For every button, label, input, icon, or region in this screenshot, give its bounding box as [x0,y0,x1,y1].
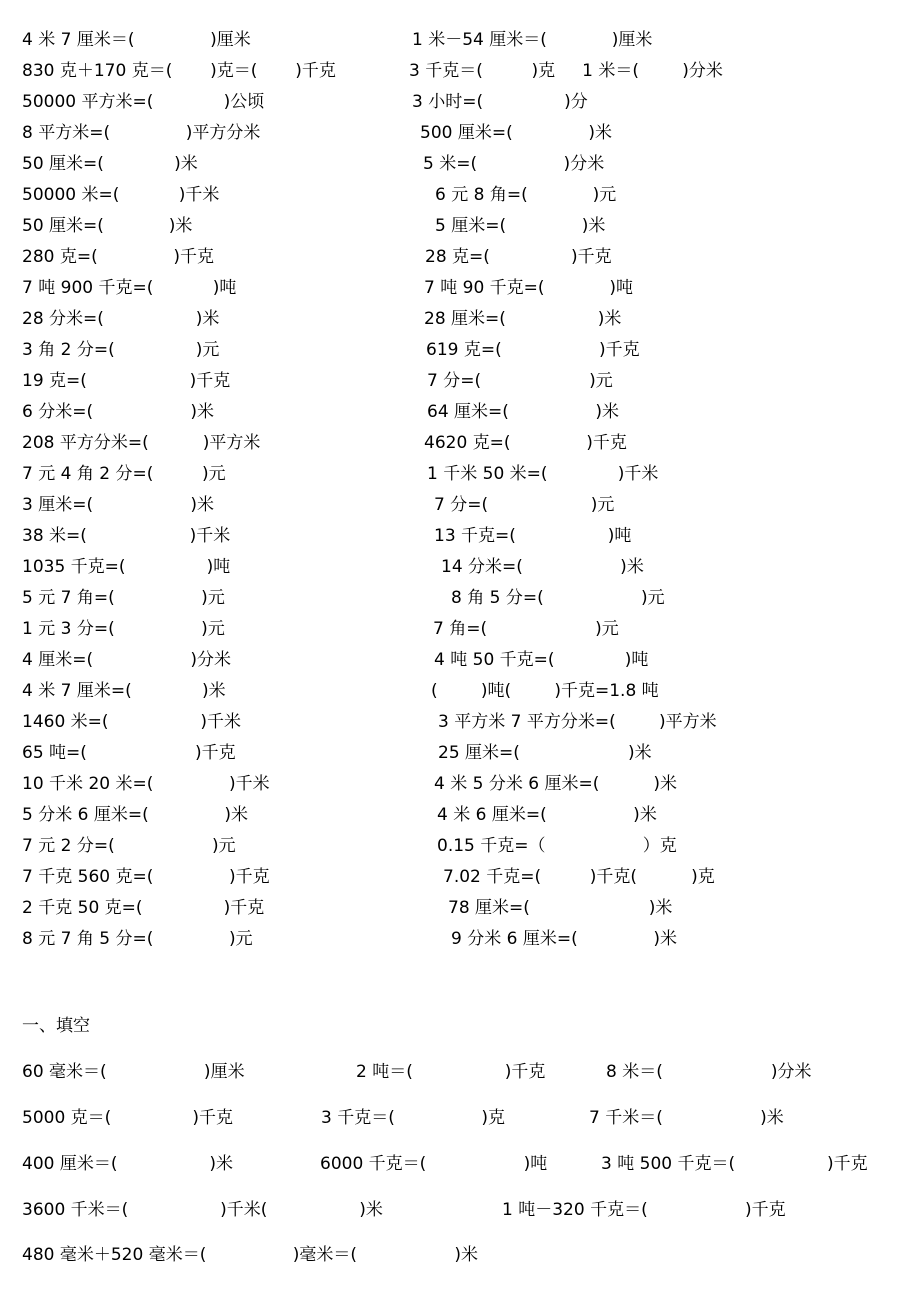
exercise-right: 3 小时=( )分 [412,92,588,112]
exercise-left: 208 平方分米=( )平方米 [22,433,261,453]
exercise-right: 1 米－54 厘米＝( )厘米 [412,30,653,50]
exercise-col-1: 480 毫米＋520 毫米＝( )毫米＝( )米 [22,1245,478,1265]
exercise-row [0,121,920,145]
exercise-left: 8 元 7 角 5 分=( )元 [22,929,253,949]
exercise-right: 7 分=( )元 [427,371,613,391]
exercise-row [0,152,920,176]
exercise-row [0,772,920,796]
exercise-row [0,90,920,114]
exercise-row [0,927,920,951]
exercise-left: 280 克=( )千克 [22,247,215,267]
exercise-row [0,648,920,672]
section-heading: 一、填空 [22,1016,90,1036]
exercise-row [0,896,920,920]
exercise-right: 64 厘米=( )米 [427,402,620,422]
exercise-left: 5 分米 6 厘米=( )米 [22,805,249,825]
exercise-right: 28 厘米=( )米 [424,309,622,329]
exercise-row [0,834,920,858]
exercise-col-1: 3600 千米＝( )千米( )米 [22,1200,383,1220]
exercise-row [0,369,920,393]
exercise-col-1: 5000 克＝( )千克 [22,1108,233,1128]
exercise-left: 50 厘米=( )米 [22,216,193,236]
exercise-left: 4 米 7 厘米=( )米 [22,681,226,701]
exercise-right: 4 米 5 分米 6 厘米=( )米 [434,774,678,794]
exercise-right: 14 分米=( )米 [441,557,644,577]
exercise-right: 7.02 千克=( )千克( )克 [443,867,715,887]
exercise-row [0,462,920,486]
exercise-right: 13 千克=( )吨 [434,526,632,546]
exercise-col-2: 3 千克＝( )克 [321,1108,505,1128]
exercise-left: 50000 米=( )千米 [22,185,220,205]
exercise-col-3: 3 吨 500 千克＝( )千克 [601,1154,868,1174]
exercise-left: 4 米 7 厘米＝( )厘米 [22,30,251,50]
exercise-right: 7 分=( )元 [434,495,615,515]
exercise-right: 78 厘米=( )米 [448,898,673,918]
exercise-row [0,1243,920,1267]
exercise-col-3: 7 千米＝( )米 [589,1108,784,1128]
exercise-col-1: 400 厘米＝( )米 [22,1154,233,1174]
exercise-left: 4 厘米=( )分米 [22,650,231,670]
exercise-row [0,59,920,83]
exercise-row [0,493,920,517]
exercise-left: 7 千克 560 克=( )千克 [22,867,270,887]
exercise-right: 25 厘米=( )米 [438,743,652,763]
exercise-left: 50000 平方米=( )公顷 [22,92,265,112]
exercise-col-2: 1 吨－320 千克＝( )千克 [502,1200,786,1220]
exercise-right: 5 厘米=( )米 [435,216,606,236]
exercise-right: 619 克=( )千克 [426,340,640,360]
exercise-right: 0.15 千克=（ ）克 [437,836,677,856]
exercise-right: 3 千克＝( )克 1 米＝( )分米 [409,61,723,81]
exercise-left: 1460 米=( )千米 [22,712,242,732]
exercise-right: 7 吨 90 千克=( )吨 [424,278,634,298]
exercise-right: 4 吨 50 千克=( )吨 [434,650,649,670]
exercise-right: 3 平方米 7 平方分米=( )平方米 [438,712,717,732]
exercise-row [0,865,920,889]
exercise-right: 4 米 6 厘米=( )米 [437,805,657,825]
exercise-col-2: 2 吨＝( )千克 [356,1062,546,1082]
exercise-row [0,803,920,827]
exercise-right: 9 分米 6 厘米=( )米 [451,929,678,949]
exercise-left: 3 角 2 分=( )元 [22,340,220,360]
exercise-left: 38 米=( )千米 [22,526,231,546]
exercise-col-3: 8 米＝( )分米 [606,1062,812,1082]
exercise-row [0,307,920,331]
exercise-left: 830 克＋170 克＝( )克＝( )千克 [22,61,336,81]
exercise-left: 5 元 7 角=( )元 [22,588,225,608]
exercise-col-1: 60 毫米＝( )厘米 [22,1062,245,1082]
exercise-row [0,586,920,610]
exercise-row [0,245,920,269]
exercise-right: ( )吨( )千克=1.8 吨 [431,681,659,701]
exercise-row [0,431,920,455]
exercise-row [0,555,920,579]
exercise-right: 6 元 8 角=( )元 [435,185,617,205]
exercise-left: 28 分米=( )米 [22,309,220,329]
exercise-right: 8 角 5 分=( )元 [451,588,665,608]
exercise-row [0,183,920,207]
exercise-col-2: 6000 千克＝( )吨 [320,1154,548,1174]
exercise-right: 4620 克=( )千克 [424,433,627,453]
exercise-left: 1 元 3 分=( )元 [22,619,225,639]
exercise-right: 5 米=( )分米 [423,154,605,174]
exercise-left: 65 吨=( )千克 [22,743,236,763]
exercise-left: 7 元 2 分=( )元 [22,836,236,856]
exercise-row [0,741,920,765]
exercise-row [0,679,920,703]
exercise-left: 3 厘米=( )米 [22,495,214,515]
exercise-right: 28 克=( )千克 [425,247,612,267]
exercise-left: 50 厘米=( )米 [22,154,198,174]
exercise-row [0,1060,920,1084]
exercise-right: 7 角=( )元 [433,619,619,639]
exercise-row [0,1106,920,1130]
exercise-left: 19 克=( )千克 [22,371,231,391]
exercise-left: 2 千克 50 克=( )千克 [22,898,265,918]
exercise-row [0,400,920,424]
exercise-right: 500 厘米=( )米 [420,123,613,143]
exercise-row [0,524,920,548]
exercise-row [0,28,920,52]
exercise-row [0,214,920,238]
exercise-left: 10 千米 20 米=( )千米 [22,774,270,794]
exercise-row [0,617,920,641]
exercise-row [0,276,920,300]
exercise-left: 6 分米=( )米 [22,402,214,422]
exercise-left: 1035 千克=( )吨 [22,557,231,577]
exercise-row [0,338,920,362]
exercise-left: 7 元 4 角 2 分=( )元 [22,464,226,484]
exercise-row [0,1152,920,1176]
exercise-left: 8 平方米=( )平方分米 [22,123,261,143]
exercise-row [0,710,920,734]
exercise-row [0,1198,920,1222]
exercise-right: 1 千米 50 米=( )千米 [427,464,659,484]
exercise-left: 7 吨 900 千克=( )吨 [22,278,237,298]
